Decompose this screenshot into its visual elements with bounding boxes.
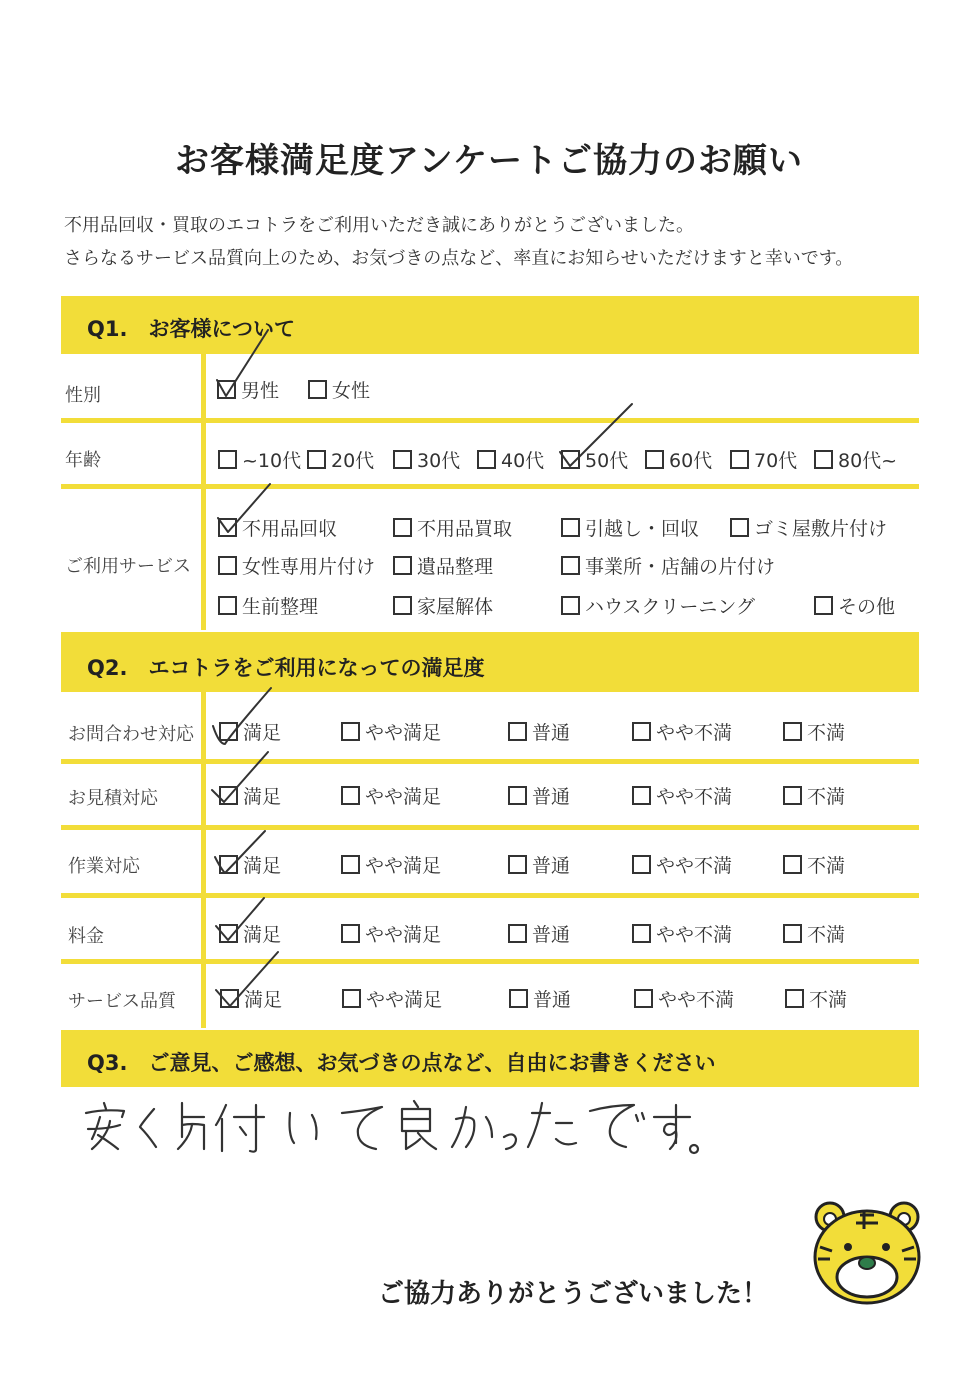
checkbox[interactable]	[217, 380, 236, 399]
q2-header-bar	[61, 632, 919, 692]
rating-option[interactable]: 満足	[220, 985, 282, 1012]
row-separator	[61, 484, 919, 489]
checkbox[interactable]	[307, 450, 326, 469]
checkbox[interactable]	[783, 786, 802, 805]
checkbox[interactable]	[783, 722, 802, 741]
checkbox[interactable]	[308, 380, 327, 399]
service-option[interactable]: 遺品整理	[393, 552, 493, 579]
checkbox[interactable]	[632, 786, 651, 805]
age-option[interactable]: 80代~	[814, 446, 897, 473]
checkbox[interactable]	[561, 556, 580, 575]
checkbox[interactable]	[477, 450, 496, 469]
rating-option[interactable]: やや満足	[341, 851, 441, 878]
rating-option[interactable]: やや不満	[632, 782, 732, 809]
checkbox[interactable]	[218, 596, 237, 615]
rating-option[interactable]: 満足	[219, 718, 281, 745]
age-label: 年齢	[65, 450, 101, 471]
rating-option[interactable]: やや不満	[634, 985, 734, 1012]
checkbox[interactable]	[814, 596, 833, 615]
checkbox[interactable]	[508, 722, 527, 741]
rating-option[interactable]: 満足	[219, 920, 281, 947]
service-option[interactable]: 家屋解体	[393, 592, 493, 619]
checkbox[interactable]	[561, 596, 580, 615]
row-separator	[61, 418, 919, 423]
gender-option-male[interactable]: 男性	[217, 376, 279, 403]
gender-label: 性別	[65, 385, 101, 406]
checkbox[interactable]	[393, 596, 412, 615]
rating-option[interactable]: やや不満	[632, 920, 732, 947]
checkbox[interactable]	[508, 855, 527, 874]
rating-option[interactable]: やや満足	[342, 985, 442, 1012]
checkbox[interactable]	[783, 924, 802, 943]
service-option[interactable]: 生前整理	[218, 592, 318, 619]
rating-option[interactable]: やや満足	[341, 920, 441, 947]
service-option[interactable]: ゴミ屋敷片付け	[730, 514, 887, 541]
service-option[interactable]: ハウスクリーニング	[561, 592, 755, 619]
checkbox[interactable]	[785, 989, 804, 1008]
checkbox[interactable]	[393, 556, 412, 575]
rating-option[interactable]: 満足	[219, 782, 281, 809]
service-option[interactable]: 不用品回収	[218, 514, 337, 541]
service-option[interactable]: その他	[814, 592, 895, 619]
rating-option[interactable]: 不満	[783, 851, 845, 878]
age-option[interactable]: 60代	[645, 446, 712, 473]
rating-option[interactable]: 不満	[783, 718, 845, 745]
handwritten-answer	[80, 1095, 700, 1165]
tiger-mascot-icon	[808, 1195, 926, 1307]
intro-line-2: さらなるサービス品質向上のため、お気づきの点など、率直にお知らせいただけますと幸いです。	[64, 248, 854, 269]
checkbox[interactable]	[393, 518, 412, 537]
age-option[interactable]: 20代	[307, 446, 374, 473]
checkbox[interactable]	[730, 518, 749, 537]
rating-option[interactable]: 普通	[508, 851, 570, 878]
q3-title: Q3. ご意見、ご感想、お気づきの点など、自由にお書きください	[87, 1051, 716, 1075]
checkbox[interactable]	[561, 518, 580, 537]
q2-title: Q2. エコトラをご利用になっての満足度	[87, 656, 485, 680]
row-separator	[61, 893, 919, 898]
thanks-message: ご協力ありがとうございました！	[378, 1279, 769, 1309]
q3-header-bar	[61, 1030, 919, 1087]
checkbox[interactable]	[219, 924, 238, 943]
age-option[interactable]: 70代	[730, 446, 797, 473]
checkbox[interactable]	[341, 722, 360, 741]
q1-header-bar	[61, 296, 919, 354]
rating-row-label: 作業対応	[68, 856, 140, 877]
checkbox[interactable]	[219, 855, 238, 874]
q2-divider	[201, 692, 206, 1028]
checkbox[interactable]	[632, 924, 651, 943]
checkbox[interactable]	[783, 855, 802, 874]
rating-option[interactable]: やや満足	[341, 782, 441, 809]
checkbox[interactable]	[219, 722, 238, 741]
intro-line-1: 不用品回収・買取のエコトラをご利用いただき誠にありがとうございました。	[64, 215, 694, 236]
checkbox[interactable]	[219, 786, 238, 805]
service-option[interactable]: 不用品買取	[393, 514, 512, 541]
checkbox[interactable]	[632, 722, 651, 741]
gender-option-female[interactable]: 女性	[308, 376, 370, 403]
rating-row-label: お問合わせ対応	[68, 724, 194, 745]
checkbox[interactable]	[814, 450, 833, 469]
rating-option[interactable]: 不満	[783, 920, 845, 947]
checkbox[interactable]	[341, 855, 360, 874]
checkbox[interactable]	[508, 924, 527, 943]
checkbox[interactable]	[393, 450, 412, 469]
rating-option[interactable]: 普通	[509, 985, 571, 1012]
service-option[interactable]: 引越し・回収	[561, 514, 699, 541]
checkbox[interactable]	[342, 989, 361, 1008]
row-separator	[61, 825, 919, 830]
checkbox[interactable]	[645, 450, 664, 469]
rating-row-label: サービス品質	[68, 991, 176, 1012]
service-option[interactable]: 女性専用片付け	[218, 552, 375, 579]
age-option[interactable]: ~10代	[218, 446, 301, 473]
rating-option[interactable]: 普通	[508, 782, 570, 809]
q1-divider	[201, 354, 206, 630]
rating-row-label: 料金	[68, 926, 104, 947]
service-label: ご利用サービス	[65, 556, 191, 577]
checkbox[interactable]	[218, 556, 237, 575]
rating-option[interactable]: やや不満	[632, 718, 732, 745]
checkbox[interactable]	[509, 989, 528, 1008]
row-separator	[61, 959, 919, 964]
age-option[interactable]: 50代	[561, 446, 628, 473]
checkbox[interactable]	[508, 786, 527, 805]
rating-option[interactable]: やや満足	[341, 718, 441, 745]
rating-option[interactable]: 不満	[783, 782, 845, 809]
checkbox[interactable]	[218, 518, 237, 537]
row-separator	[61, 759, 919, 764]
checkbox[interactable]	[218, 450, 237, 469]
checkbox[interactable]	[561, 450, 580, 469]
service-option[interactable]: 事業所・店舗の片付け	[561, 552, 775, 579]
age-option[interactable]: 30代	[393, 446, 460, 473]
rating-option[interactable]: 普通	[508, 920, 570, 947]
rating-option[interactable]: 不満	[785, 985, 847, 1012]
rating-option[interactable]: やや不満	[632, 851, 732, 878]
page-title: お客様満足度アンケートご協力のお願い	[175, 141, 803, 181]
age-option[interactable]: 40代	[477, 446, 544, 473]
checkbox[interactable]	[730, 450, 749, 469]
checkbox[interactable]	[341, 786, 360, 805]
rating-row-label: お見積対応	[68, 788, 158, 809]
checkbox[interactable]	[634, 989, 653, 1008]
rating-option[interactable]: 普通	[508, 718, 570, 745]
rating-option[interactable]: 満足	[219, 851, 281, 878]
checkbox[interactable]	[632, 855, 651, 874]
checkbox[interactable]	[220, 989, 239, 1008]
checkbox[interactable]	[341, 924, 360, 943]
q1-title: Q1. お客様について	[87, 317, 296, 341]
